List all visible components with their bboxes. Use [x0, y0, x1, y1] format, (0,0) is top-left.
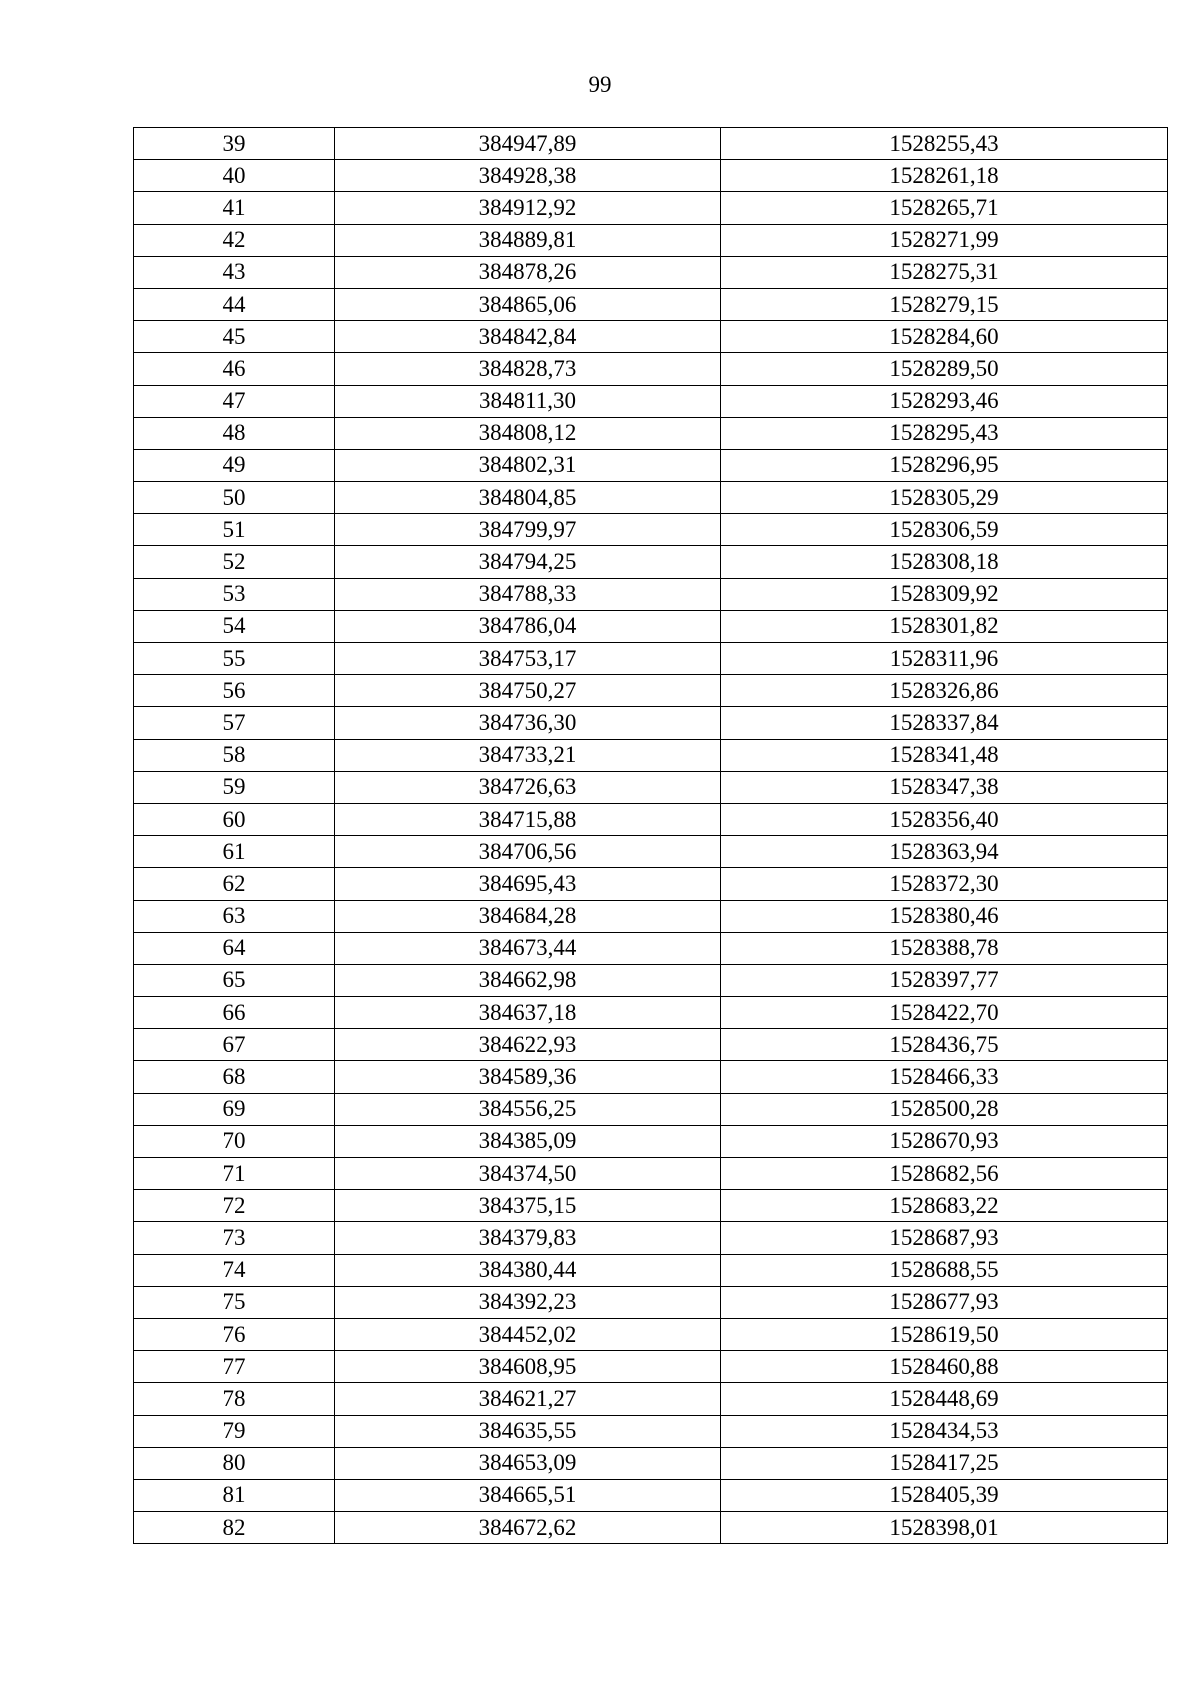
y-coordinate-cell: 1528405,39	[721, 1479, 1168, 1511]
x-coordinate-cell: 384736,30	[335, 707, 721, 739]
y-coordinate-cell: 1528306,59	[721, 514, 1168, 546]
x-coordinate-cell: 384788,33	[335, 578, 721, 610]
table-row	[134, 1351, 1168, 1383]
point-number-cell: 55	[134, 643, 335, 675]
y-coordinate-cell: 1528295,43	[721, 417, 1168, 449]
point-number-cell: 79	[134, 1415, 335, 1447]
x-coordinate-cell: 384380,44	[335, 1254, 721, 1286]
table-row	[134, 224, 1168, 256]
x-coordinate-cell: 384375,15	[335, 1190, 721, 1222]
point-number-cell: 47	[134, 385, 335, 417]
x-coordinate-cell: 384808,12	[335, 417, 721, 449]
table-row	[134, 546, 1168, 578]
x-coordinate-cell: 384706,56	[335, 836, 721, 868]
y-coordinate-cell: 1528265,71	[721, 192, 1168, 224]
x-coordinate-cell: 384726,63	[335, 771, 721, 803]
x-coordinate-cell: 384589,36	[335, 1061, 721, 1093]
table-row	[134, 771, 1168, 803]
x-coordinate-cell: 384912,92	[335, 192, 721, 224]
y-coordinate-cell: 1528261,18	[721, 160, 1168, 192]
x-coordinate-cell: 384672,62	[335, 1512, 721, 1544]
table-row	[134, 1190, 1168, 1222]
table-row	[134, 514, 1168, 546]
table-row	[134, 1093, 1168, 1125]
x-coordinate-cell: 384385,09	[335, 1125, 721, 1157]
point-number-cell: 75	[134, 1286, 335, 1318]
point-number-cell: 45	[134, 321, 335, 353]
x-coordinate-cell: 384794,25	[335, 546, 721, 578]
y-coordinate-cell: 1528500,28	[721, 1093, 1168, 1125]
x-coordinate-cell: 384828,73	[335, 353, 721, 385]
point-number-cell: 46	[134, 353, 335, 385]
table-row	[134, 1254, 1168, 1286]
table-row	[134, 321, 1168, 353]
table-row	[134, 449, 1168, 481]
point-number-cell: 52	[134, 546, 335, 578]
point-number-cell: 40	[134, 160, 335, 192]
table-row	[134, 385, 1168, 417]
table-row	[134, 1125, 1168, 1157]
x-coordinate-cell: 384799,97	[335, 514, 721, 546]
table-row	[134, 1383, 1168, 1415]
table-row	[134, 1222, 1168, 1254]
table-row	[134, 1061, 1168, 1093]
table-row	[134, 707, 1168, 739]
point-number-cell: 57	[134, 707, 335, 739]
y-coordinate-cell: 1528326,86	[721, 675, 1168, 707]
point-number-cell: 59	[134, 771, 335, 803]
table-row	[134, 836, 1168, 868]
point-number-cell: 44	[134, 288, 335, 320]
y-coordinate-cell: 1528466,33	[721, 1061, 1168, 1093]
x-coordinate-cell: 384947,89	[335, 128, 721, 160]
table-row	[134, 578, 1168, 610]
table-row	[134, 803, 1168, 835]
table-row	[134, 964, 1168, 996]
point-number-cell: 74	[134, 1254, 335, 1286]
point-number-cell: 58	[134, 739, 335, 771]
x-coordinate-cell: 384392,23	[335, 1286, 721, 1318]
point-number-cell: 62	[134, 868, 335, 900]
point-number-cell: 81	[134, 1479, 335, 1511]
table-row	[134, 1318, 1168, 1350]
y-coordinate-cell: 1528670,93	[721, 1125, 1168, 1157]
x-coordinate-cell: 384452,02	[335, 1318, 721, 1350]
y-coordinate-cell: 1528687,93	[721, 1222, 1168, 1254]
x-coordinate-cell: 384608,95	[335, 1351, 721, 1383]
y-coordinate-cell: 1528356,40	[721, 803, 1168, 835]
x-coordinate-cell: 384379,83	[335, 1222, 721, 1254]
point-number-cell: 70	[134, 1125, 335, 1157]
y-coordinate-cell: 1528619,50	[721, 1318, 1168, 1350]
y-coordinate-cell: 1528296,95	[721, 449, 1168, 481]
table-row	[134, 739, 1168, 771]
table-row	[134, 900, 1168, 932]
point-number-cell: 77	[134, 1351, 335, 1383]
table-row	[134, 417, 1168, 449]
table-row	[134, 1479, 1168, 1511]
table-row	[134, 353, 1168, 385]
y-coordinate-cell: 1528275,31	[721, 256, 1168, 288]
x-coordinate-cell: 384811,30	[335, 385, 721, 417]
x-coordinate-cell: 384733,21	[335, 739, 721, 771]
point-number-cell: 41	[134, 192, 335, 224]
x-coordinate-cell: 384374,50	[335, 1158, 721, 1190]
point-number-cell: 73	[134, 1222, 335, 1254]
point-number-cell: 66	[134, 997, 335, 1029]
table-row	[134, 997, 1168, 1029]
x-coordinate-cell: 384802,31	[335, 449, 721, 481]
table-row	[134, 1447, 1168, 1479]
point-number-cell: 67	[134, 1029, 335, 1061]
x-coordinate-cell: 384684,28	[335, 900, 721, 932]
x-coordinate-cell: 384878,26	[335, 256, 721, 288]
coordinates-table-body	[134, 128, 1168, 1544]
point-number-cell: 65	[134, 964, 335, 996]
y-coordinate-cell: 1528311,96	[721, 643, 1168, 675]
point-number-cell: 80	[134, 1447, 335, 1479]
point-number-cell: 61	[134, 836, 335, 868]
y-coordinate-cell: 1528289,50	[721, 353, 1168, 385]
x-coordinate-cell: 384653,09	[335, 1447, 721, 1479]
point-number-cell: 54	[134, 610, 335, 642]
table-row	[134, 482, 1168, 514]
y-coordinate-cell: 1528436,75	[721, 1029, 1168, 1061]
point-number-cell: 56	[134, 675, 335, 707]
point-number-cell: 64	[134, 932, 335, 964]
x-coordinate-cell: 384842,84	[335, 321, 721, 353]
x-coordinate-cell: 384928,38	[335, 160, 721, 192]
page-number: 99	[588, 72, 612, 97]
table-row	[134, 932, 1168, 964]
table-row	[134, 868, 1168, 900]
x-coordinate-cell: 384665,51	[335, 1479, 721, 1511]
y-coordinate-cell: 1528271,99	[721, 224, 1168, 256]
point-number-cell: 69	[134, 1093, 335, 1125]
point-number-cell: 39	[134, 128, 335, 160]
point-number-cell: 49	[134, 449, 335, 481]
y-coordinate-cell: 1528682,56	[721, 1158, 1168, 1190]
table-row	[134, 675, 1168, 707]
point-number-cell: 51	[134, 514, 335, 546]
point-number-cell: 48	[134, 417, 335, 449]
y-coordinate-cell: 1528460,88	[721, 1351, 1168, 1383]
point-number-cell: 71	[134, 1158, 335, 1190]
table-row	[134, 1512, 1168, 1544]
y-coordinate-cell: 1528363,94	[721, 836, 1168, 868]
y-coordinate-cell: 1528397,77	[721, 964, 1168, 996]
point-number-cell: 72	[134, 1190, 335, 1222]
y-coordinate-cell: 1528293,46	[721, 385, 1168, 417]
x-coordinate-cell: 384804,85	[335, 482, 721, 514]
x-coordinate-cell: 384637,18	[335, 997, 721, 1029]
y-coordinate-cell: 1528337,84	[721, 707, 1168, 739]
table-row	[134, 1415, 1168, 1447]
y-coordinate-cell: 1528341,48	[721, 739, 1168, 771]
y-coordinate-cell: 1528301,82	[721, 610, 1168, 642]
point-number-cell: 82	[134, 1512, 335, 1544]
point-number-cell: 53	[134, 578, 335, 610]
y-coordinate-cell: 1528683,22	[721, 1190, 1168, 1222]
y-coordinate-cell: 1528279,15	[721, 288, 1168, 320]
x-coordinate-cell: 384753,17	[335, 643, 721, 675]
y-coordinate-cell: 1528380,46	[721, 900, 1168, 932]
point-number-cell: 60	[134, 803, 335, 835]
x-coordinate-cell: 384621,27	[335, 1383, 721, 1415]
x-coordinate-cell: 384715,88	[335, 803, 721, 835]
table-row	[134, 1029, 1168, 1061]
coordinates-table	[133, 127, 1168, 1544]
point-number-cell: 68	[134, 1061, 335, 1093]
y-coordinate-cell: 1528347,38	[721, 771, 1168, 803]
y-coordinate-cell: 1528372,30	[721, 868, 1168, 900]
x-coordinate-cell: 384635,55	[335, 1415, 721, 1447]
y-coordinate-cell: 1528309,92	[721, 578, 1168, 610]
y-coordinate-cell: 1528434,53	[721, 1415, 1168, 1447]
table-row	[134, 1158, 1168, 1190]
point-number-cell: 42	[134, 224, 335, 256]
table-row	[134, 288, 1168, 320]
y-coordinate-cell: 1528677,93	[721, 1286, 1168, 1318]
x-coordinate-cell: 384556,25	[335, 1093, 721, 1125]
x-coordinate-cell: 384662,98	[335, 964, 721, 996]
table-row	[134, 1286, 1168, 1318]
x-coordinate-cell: 384673,44	[335, 932, 721, 964]
y-coordinate-cell: 1528422,70	[721, 997, 1168, 1029]
y-coordinate-cell: 1528255,43	[721, 128, 1168, 160]
point-number-cell: 43	[134, 256, 335, 288]
table-row	[134, 128, 1168, 160]
y-coordinate-cell: 1528308,18	[721, 546, 1168, 578]
point-number-cell: 78	[134, 1383, 335, 1415]
x-coordinate-cell: 384865,06	[335, 288, 721, 320]
y-coordinate-cell: 1528417,25	[721, 1447, 1168, 1479]
table-row	[134, 610, 1168, 642]
y-coordinate-cell: 1528305,29	[721, 482, 1168, 514]
point-number-cell: 63	[134, 900, 335, 932]
y-coordinate-cell: 1528284,60	[721, 321, 1168, 353]
point-number-cell: 50	[134, 482, 335, 514]
x-coordinate-cell: 384622,93	[335, 1029, 721, 1061]
x-coordinate-cell: 384889,81	[335, 224, 721, 256]
table-row	[134, 192, 1168, 224]
table-row	[134, 643, 1168, 675]
x-coordinate-cell: 384750,27	[335, 675, 721, 707]
y-coordinate-cell: 1528388,78	[721, 932, 1168, 964]
y-coordinate-cell: 1528448,69	[721, 1383, 1168, 1415]
y-coordinate-cell: 1528398,01	[721, 1512, 1168, 1544]
x-coordinate-cell: 384786,04	[335, 610, 721, 642]
x-coordinate-cell: 384695,43	[335, 868, 721, 900]
table-row	[134, 160, 1168, 192]
table-row	[134, 256, 1168, 288]
point-number-cell: 76	[134, 1318, 335, 1350]
y-coordinate-cell: 1528688,55	[721, 1254, 1168, 1286]
